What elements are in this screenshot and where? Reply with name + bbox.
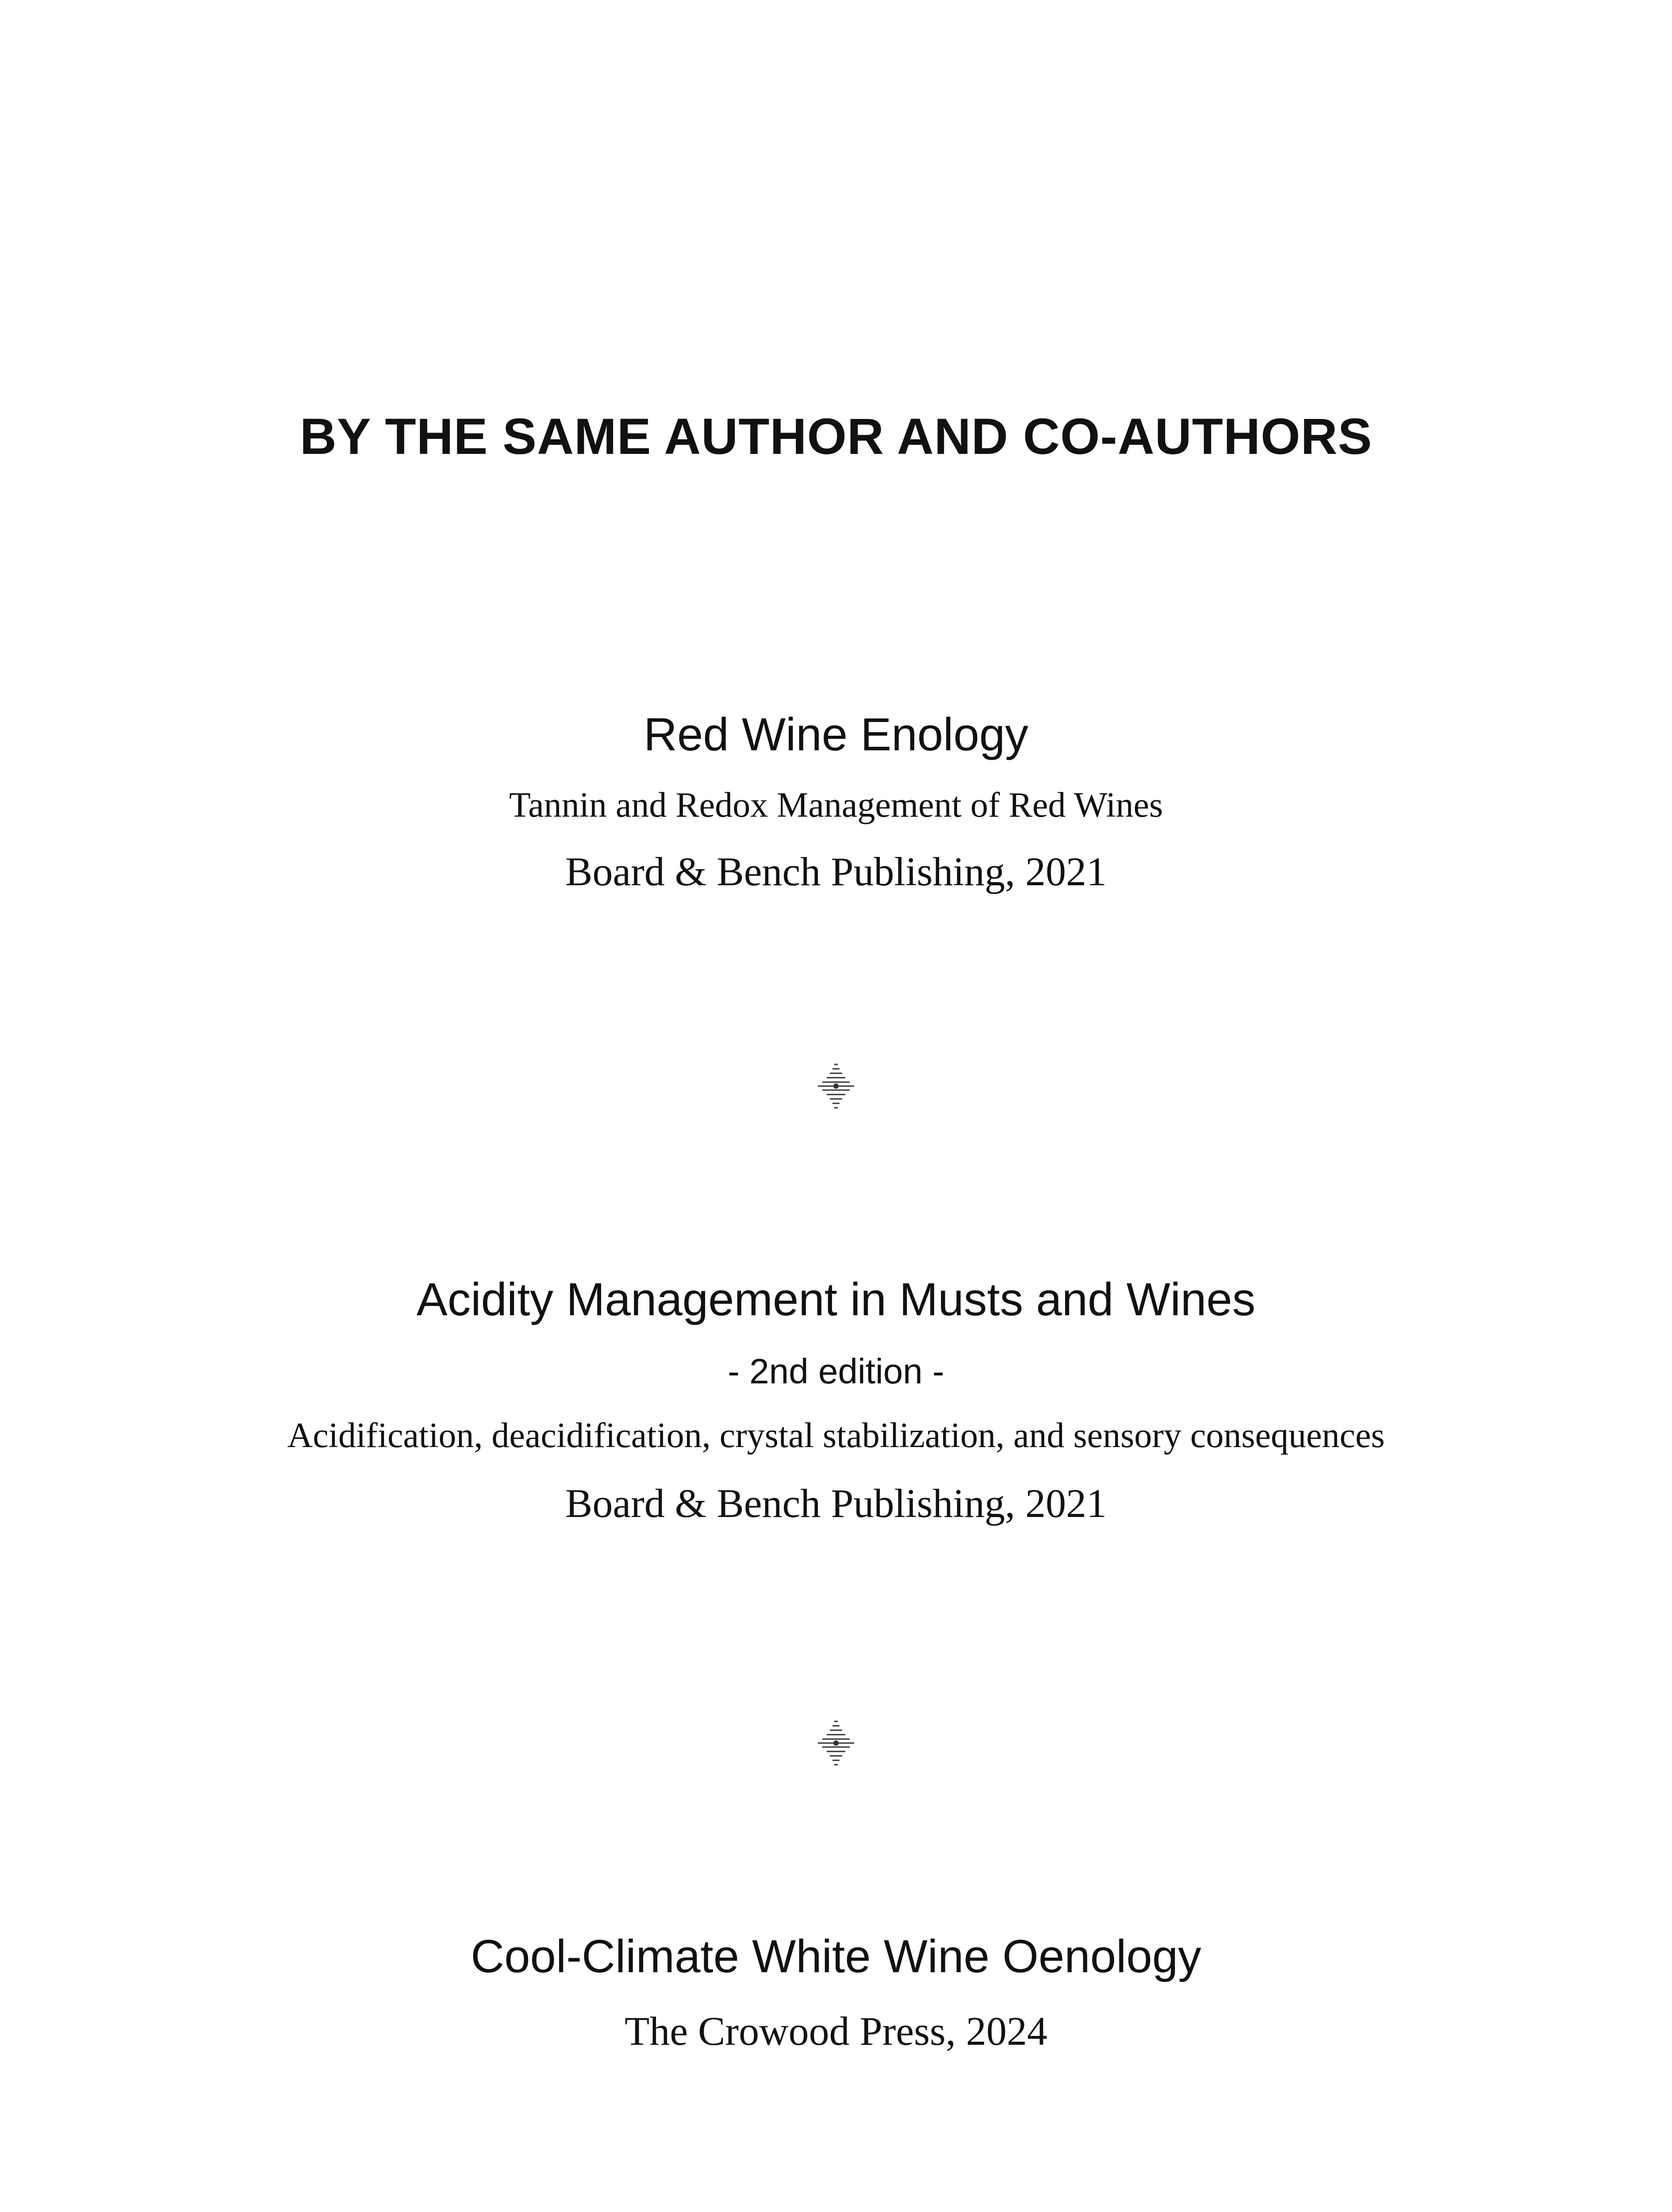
diamond-ornament-icon [816,1062,856,1110]
book-title: Acidity Management in Musts and Wines [416,1274,1256,1325]
book-publisher: Board & Bench Publishing, 2021 [565,1481,1107,1526]
diamond-ornament-icon [816,1719,856,1767]
book-publisher: The Crowood Press, 2024 [625,2008,1047,2054]
page-heading: BY THE SAME AUTHOR AND CO-AUTHORS [299,408,1373,465]
book-subtitle: Acidification, deacidification, crystal stabilization, and sensory consequences [287,1416,1385,1455]
book-publisher: Board & Bench Publishing, 2021 [565,849,1107,894]
book-title: Red Wine Enology [644,709,1028,760]
book-title: Cool-Climate White Wine Oenology [471,1931,1201,1982]
book-subtitle: Tannin and Redox Management of Red Wines [509,786,1163,825]
book-edition: - 2nd edition - [728,1352,944,1391]
